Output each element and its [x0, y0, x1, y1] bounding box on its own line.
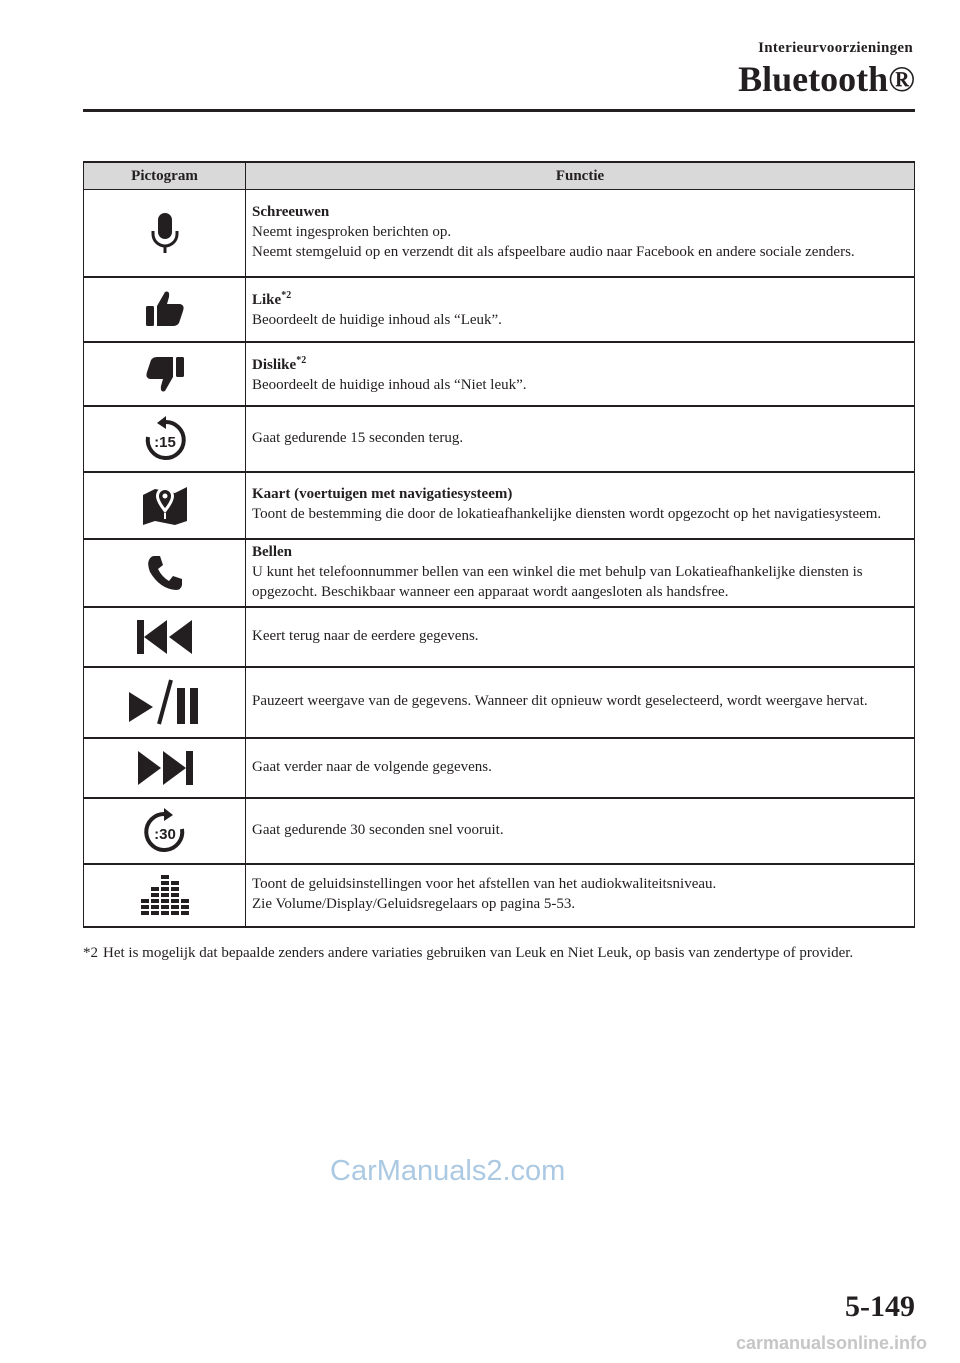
thumbs-down-icon: [144, 354, 186, 394]
row-description: Neemt stemgeluid op en verzendt dit als afspeelbare audio naar Facebook en andere sociale zenders.: [252, 243, 855, 260]
function-cell: [246, 539, 915, 607]
map-pin-icon: [141, 483, 189, 527]
function-cell: [246, 864, 915, 927]
thumbs-up-icon: [144, 289, 186, 329]
row-description: Beoordeelt de huidige inhoud als “Leuk”.: [252, 312, 502, 328]
row-description: Gaat verder naar de volgende gegevens.: [252, 758, 492, 775]
rewind-label: :15: [153, 433, 176, 451]
table-row: [84, 472, 915, 539]
section-title: Interieurvoorzieningen: [758, 40, 913, 56]
row-title: Kaart (voertuigen met navigatiesysteem): [252, 486, 513, 502]
row-description: U kunt het telefoonnummer bellen van een winkel die met behulp van Lokatieafhankelijke diensten is opgezocht. Beschikbaar wanneer een apparaat wordt aangesloten als handsfree.: [252, 563, 863, 600]
table-row: [84, 406, 915, 472]
row-description: Pauzeert weergave van de gegevens. Wanneer dit opnieuw wordt geselecteerd, wordt weergave hervat.: [252, 693, 868, 709]
skip-back-icon: [135, 618, 195, 656]
footnote-mark: *2: [83, 945, 98, 961]
row-title: Dislike$^{*2}$: [252, 354, 307, 373]
pictogram-cell: [84, 472, 246, 539]
header-divider: [83, 109, 915, 112]
row-description: Neemt ingesproken berichten op.: [252, 223, 452, 240]
site-credit: carmanualsonline.info: [735, 1333, 927, 1353]
table-row: [84, 798, 915, 864]
function-cell: [246, 798, 915, 864]
table-row: [84, 539, 915, 607]
table-header-row: [84, 162, 915, 190]
pictogram-cell: [84, 342, 246, 406]
row-description: Keert terug naar de eerdere gegevens.: [252, 627, 479, 644]
icon-function-table: [83, 161, 915, 928]
function-cell: [246, 667, 915, 738]
pictogram-cell: [84, 406, 246, 472]
function-cell: [246, 607, 915, 667]
row-description: Toont de bestemming die door de lokatieafhankelijke diensten wordt opgezocht op het navigatiesysteem.: [252, 506, 882, 522]
table-row: [84, 190, 915, 277]
footnote: [83, 943, 913, 963]
row-description: Beoordeelt de huidige inhoud als “Niet leuk”.: [252, 376, 527, 393]
row-description: Gaat gedurende 15 seconden terug.: [252, 429, 464, 446]
row-description: Zie Volume/Display/Geluidsregelaars op pagina 5-53.: [252, 896, 576, 912]
rewind-15-icon: [142, 416, 188, 462]
table-row: [84, 607, 915, 667]
pictogram-cell: [84, 798, 246, 864]
phone-icon: [145, 553, 185, 593]
footnote-ref: *2: [281, 290, 292, 301]
forward-30-icon: [142, 808, 188, 854]
function-cell: [246, 738, 915, 798]
pictogram-cell: [84, 667, 246, 738]
row-description: Toont de geluidsinstellingen voor het afstellen van het audiokwaliteitsniveau.: [252, 876, 717, 892]
table-row: [84, 864, 915, 927]
row-description: Gaat gedurende 30 seconden snel vooruit.: [252, 821, 504, 838]
pictogram-cell: [84, 607, 246, 667]
pictogram-cell: [84, 539, 246, 607]
page-number: 5-149: [845, 1290, 915, 1323]
play-pause-icon: [127, 678, 203, 726]
pictogram-cell: [84, 190, 246, 277]
skip-forward-icon: [135, 749, 195, 787]
table-row: [84, 738, 915, 798]
table-row: [84, 667, 915, 738]
function-cell: [246, 406, 915, 472]
footnote-ref: *2: [296, 354, 307, 366]
footnote-text: Het is mogelijk dat bepaalde zenders andere variaties gebruiken van Leuk en Niet Leuk, op basis van zendertype of provider.: [103, 945, 854, 961]
function-cell: [246, 277, 915, 342]
watermark: CarManuals2.com: [330, 1155, 566, 1187]
function-cell: [246, 472, 915, 539]
microphone-icon: [150, 211, 180, 255]
row-title: Schreeuwen: [252, 203, 330, 220]
pictogram-cell: [84, 738, 246, 798]
forward-label: :30: [153, 825, 176, 843]
row-title: Like$^{*2}$: [252, 290, 292, 308]
pictogram-cell: [84, 277, 246, 342]
column-header-pictogram: Pictogram: [84, 162, 246, 190]
row-title: Bellen: [252, 543, 292, 560]
page-title: Bluetooth®: [738, 59, 915, 99]
table-row: [84, 277, 915, 342]
pictogram-cell: [84, 864, 246, 927]
function-cell: [246, 190, 915, 277]
table-row: [84, 342, 915, 406]
equalizer-icon: [138, 873, 192, 917]
column-header-functie: Functie: [246, 162, 915, 190]
function-cell: [246, 342, 915, 406]
